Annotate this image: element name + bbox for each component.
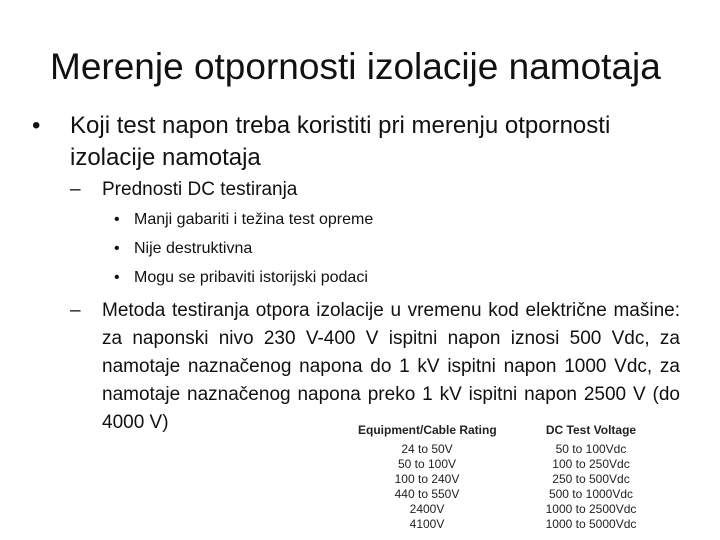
voltage-cell: 250 to 500Vdc xyxy=(552,472,630,486)
advantage-item-text: Nije destruktivna xyxy=(134,240,253,257)
advantage-item xyxy=(114,238,674,260)
header-rating: Equipment/Cable Rating xyxy=(358,423,497,437)
test-voltage-table xyxy=(344,418,672,532)
voltage-cell: 1000 to 2500Vdc xyxy=(545,502,637,516)
bullet-marker: • xyxy=(114,269,120,286)
bullet-marker: • xyxy=(32,112,41,139)
sub-advantages xyxy=(70,176,680,204)
sub-method xyxy=(70,297,680,437)
dash-marker: – xyxy=(70,179,81,200)
sub-method-text: Metoda testiranja otpora izolacije u vremenu kod električne mašine: za naponski nivo 230 V-400 V ispitni napon iznosi 500 Vdc, za namotaje naznačenog napona do 1 kV ispitni napon 1000 Vdc, za namotaje naznačenog napona preko 1 kV ispitni napon 2500 V (do 4000 V) xyxy=(102,300,680,433)
advantage-item xyxy=(114,209,674,231)
rating-cell: 50 to 100V xyxy=(397,457,457,471)
bullet-marker: • xyxy=(114,240,120,257)
bullet-marker: • xyxy=(114,211,120,228)
voltage-cell: 500 to 1000Vdc xyxy=(548,487,634,501)
dash-marker: – xyxy=(70,300,81,321)
table-row xyxy=(344,472,672,487)
table-header xyxy=(344,418,672,442)
voltage-cell: 100 to 250Vdc xyxy=(552,457,630,471)
rating-cell: 24 to 50V xyxy=(401,442,453,456)
table-row xyxy=(344,517,672,532)
rating-cell: 440 to 550V xyxy=(394,487,460,501)
advantage-item-text: Mogu se pribaviti istorijski podaci xyxy=(134,269,368,286)
table-row xyxy=(344,442,672,457)
rating-cell: 100 to 240V xyxy=(394,472,460,486)
advantage-item xyxy=(114,267,674,289)
bullet-question-text: Koji test napon treba koristiti pri merenju otpornosti izolacije namotaja xyxy=(70,112,611,171)
rating-cell: 4100V xyxy=(409,517,445,531)
advantage-item-text: Manji gabariti i težina test opreme xyxy=(134,211,374,228)
rating-cell: 2400V xyxy=(409,502,445,516)
table-row xyxy=(344,502,672,517)
table-row xyxy=(344,457,672,472)
table-row xyxy=(344,487,672,502)
sub-advantages-text: Prednosti DC testiranja xyxy=(102,179,298,200)
bullet-question xyxy=(32,110,692,174)
header-voltage: DC Test Voltage xyxy=(545,423,637,437)
voltage-cell: 50 to 100Vdc xyxy=(555,442,627,456)
slide-title: Merenje otpornosti izolacije namotaja xyxy=(50,46,661,87)
voltage-cell: 1000 to 5000Vdc xyxy=(545,517,637,531)
